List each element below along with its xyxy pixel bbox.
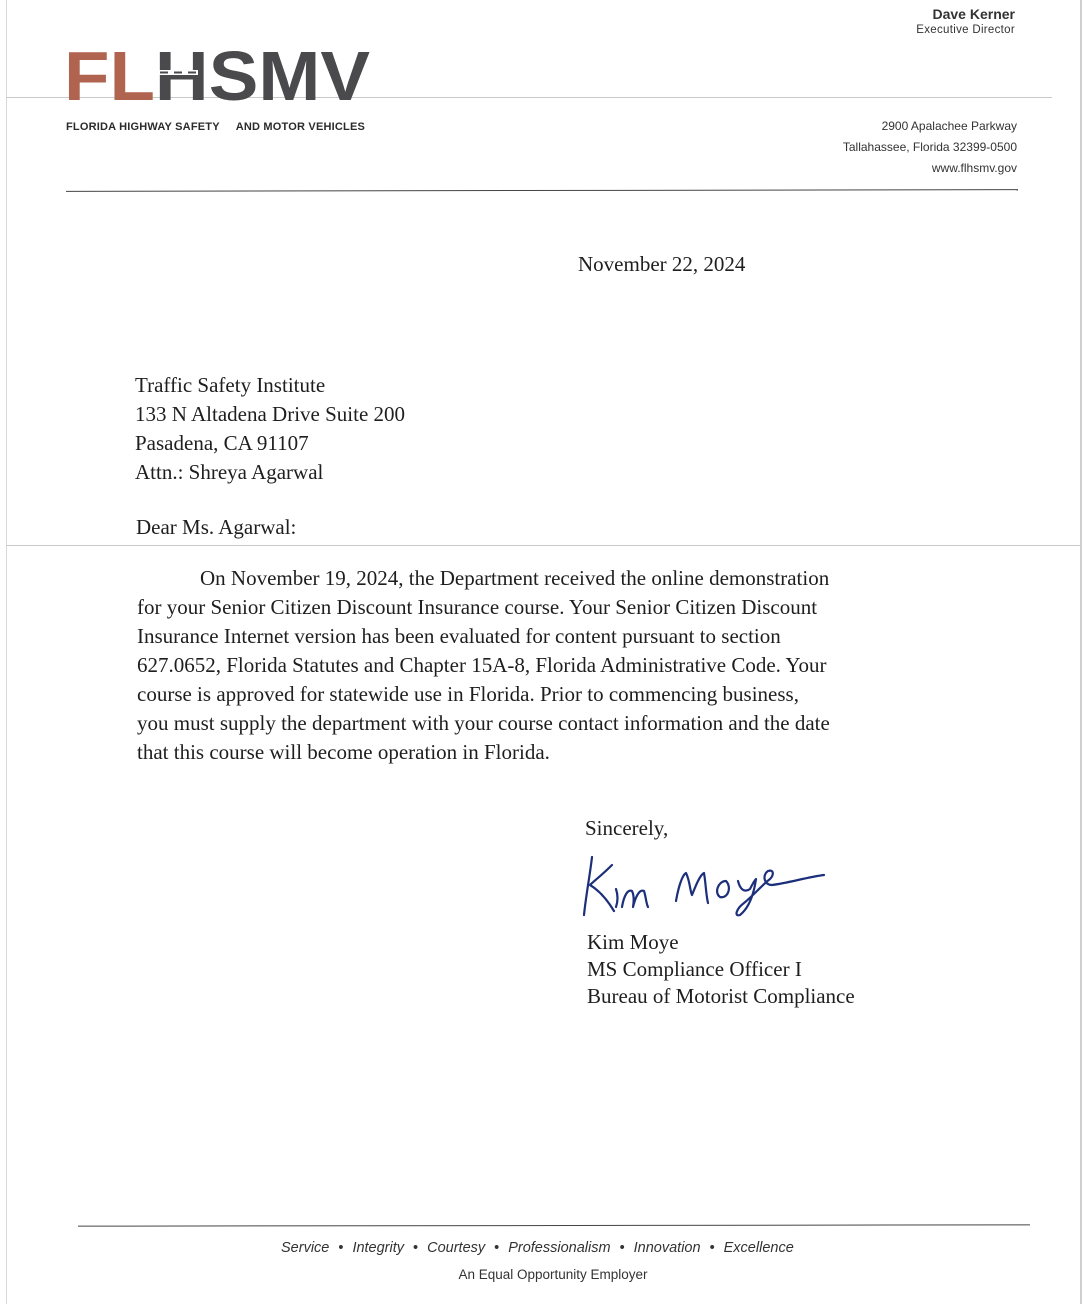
footer-divider [78, 1224, 1030, 1226]
body-line: for your Senior Citizen Discount Insurance course. Your Senior Citizen Discount [137, 595, 818, 619]
footer-values [281, 1240, 794, 1256]
body-line: On November 19, 2024, the Department received the online demonstration [200, 566, 830, 590]
letter-body [137, 564, 977, 767]
address-line-1: 2900 Apalachee Parkway [881, 119, 1017, 133]
footer-value: Integrity [352, 1240, 405, 1256]
executive-block [916, 6, 1015, 36]
recipient-line: 133 N Altadena Drive Suite 200 [135, 402, 406, 426]
header-divider [66, 189, 1018, 192]
recipient-address [135, 371, 405, 487]
page-edge [1080, 0, 1082, 1304]
separator-dot: • [619, 1240, 625, 1256]
logo-gray-part: HSMV [154, 42, 358, 104]
separator-dot: • [338, 1240, 344, 1256]
closing: Sincerely, [585, 816, 669, 840]
footer-value: Service [281, 1240, 330, 1256]
separator-dot: • [709, 1240, 715, 1256]
footer-value: Innovation [633, 1240, 701, 1256]
executive-name: Dave Kerner [932, 6, 1015, 22]
flhsmv-logo [64, 42, 374, 104]
footer-value: Professionalism [508, 1240, 611, 1256]
body-line: course is approved for statewide use in Florida. Prior to commencing business, [137, 682, 799, 706]
signer-name: Kim Moye [587, 930, 679, 954]
body-line: 627.0652, Florida Statutes and Chapter 15A-8, Florida Administrative Code. Your [137, 653, 827, 677]
logo-subtitle [66, 121, 365, 133]
executive-title: Executive Director [916, 24, 1015, 36]
recipient-line: Traffic Safety Institute [135, 373, 326, 397]
scan-fold-line [6, 545, 1080, 546]
agency-address [843, 116, 1017, 179]
signer-bureau: Bureau of Motorist Compliance [587, 984, 855, 1008]
body-line: Insurance Internet version has been evaluated for content pursuant to section [137, 624, 781, 648]
body-line: that this course will become operation in Florida. [137, 740, 550, 764]
page-edge [6, 0, 7, 1304]
footer-value: Excellence [723, 1240, 794, 1256]
logo-red-part: FL [64, 42, 150, 104]
footer-value: Courtesy [427, 1240, 486, 1256]
equal-opportunity-statement: An Equal Opportunity Employer [458, 1267, 648, 1282]
separator-dot: • [413, 1240, 419, 1256]
handwritten-signature [578, 845, 828, 925]
separator-dot: • [494, 1240, 500, 1256]
recipient-line: Pasadena, CA 91107 [135, 431, 309, 455]
logo-subtitle-left: FLORIDA HIGHWAY SAFETY [66, 121, 220, 133]
recipient-line: Attn.: Shreya Agarwal [135, 460, 324, 484]
agency-website: www.flhsmv.gov [931, 161, 1017, 175]
body-line: you must supply the department with your course contact information and the date [137, 711, 830, 735]
address-line-2: Tallahassee, Florida 32399-0500 [842, 140, 1017, 154]
signer-block [587, 929, 855, 1010]
signer-title: MS Compliance Officer I [587, 957, 802, 981]
logo-wordmark [64, 42, 370, 104]
logo-subtitle-right: AND MOTOR VEHICLES [235, 121, 366, 133]
salutation: Dear Ms. Agarwal: [136, 515, 297, 539]
letter-date: November 22, 2024 [578, 252, 746, 276]
